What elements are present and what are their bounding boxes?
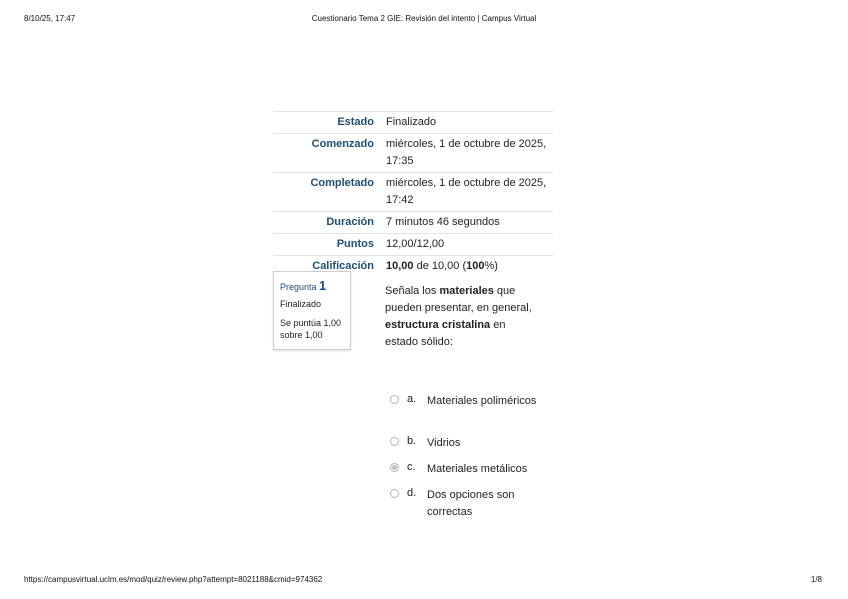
print-url: https://campusvirtual.uclm.es/mod/quiz/review.php?attempt=8021188&cmid=974362 [24, 575, 323, 584]
answer-option-d[interactable] [390, 486, 550, 528]
answer-options [390, 392, 550, 528]
answer-option-c[interactable] [390, 460, 550, 486]
summary-row-points [273, 234, 553, 256]
option-letter: c. [407, 461, 416, 473]
summary-label: Comenzado [273, 134, 380, 173]
question-grade: Se puntúa 1,00 sobre 1,00 [280, 318, 342, 340]
attempt-summary-table [273, 111, 553, 277]
question-text-part: en estado sólido: [385, 319, 506, 348]
summary-value: 12,00/12,00 [380, 234, 553, 256]
question-text [385, 283, 535, 351]
question-label: Pregunta [280, 282, 317, 292]
option-text: Vidrios [427, 437, 461, 449]
answer-option-b[interactable] [390, 434, 550, 460]
summary-label: Duración [273, 212, 380, 234]
question-text-part: Señala los [385, 285, 440, 297]
question-number-value: 1 [319, 278, 327, 293]
grade-value: 10,00 [386, 260, 414, 272]
radio-button[interactable] [390, 489, 399, 498]
grade-percent: 100 [466, 260, 485, 272]
summary-value [380, 256, 553, 278]
summary-row-started [273, 134, 553, 173]
question-number [280, 278, 344, 293]
grade-percent-suffix: %) [484, 260, 498, 272]
question-info-box [273, 271, 351, 350]
summary-value: 7 minutos 46 segundos [380, 212, 553, 234]
summary-row-state [273, 112, 553, 134]
option-text: Materiales poliméricos [427, 395, 537, 407]
grade-out-of: de 10,00 ( [416, 260, 467, 272]
option-letter: d. [407, 487, 417, 499]
summary-label: Calificación [273, 256, 380, 278]
option-text: Dos opciones son correctas [427, 489, 515, 518]
radio-button-checked[interactable] [390, 463, 399, 472]
summary-value: miércoles, 1 de octubre de 2025, 17:35 [380, 134, 553, 173]
summary-value: Finalizado [380, 112, 553, 134]
summary-value: miércoles, 1 de octubre de 2025, 17:42 [380, 173, 553, 212]
summary-row-completed [273, 173, 553, 212]
option-letter: a. [407, 393, 417, 405]
question-state: Finalizado [280, 299, 322, 309]
question-text-bold: estructura cristalina [385, 319, 491, 331]
question-text-part: que pueden presentar, en general, [385, 285, 532, 314]
question-text-bold: materiales [439, 285, 494, 297]
summary-row-duration [273, 212, 553, 234]
radio-button[interactable] [390, 395, 399, 404]
summary-label: Completado [273, 173, 380, 212]
radio-button[interactable] [390, 437, 399, 446]
answer-option-a[interactable] [390, 392, 550, 434]
print-title: Cuestionario Tema 2 GIE: Revisión del intento | Campus Virtual [311, 14, 537, 23]
print-date: 8/10/25, 17:47 [24, 14, 76, 23]
option-letter: b. [407, 435, 417, 447]
summary-label: Estado [273, 112, 380, 134]
print-page-number: 1/8 [810, 575, 822, 584]
summary-label: Puntos [273, 234, 380, 256]
option-text: Materiales metálicos [427, 463, 528, 475]
